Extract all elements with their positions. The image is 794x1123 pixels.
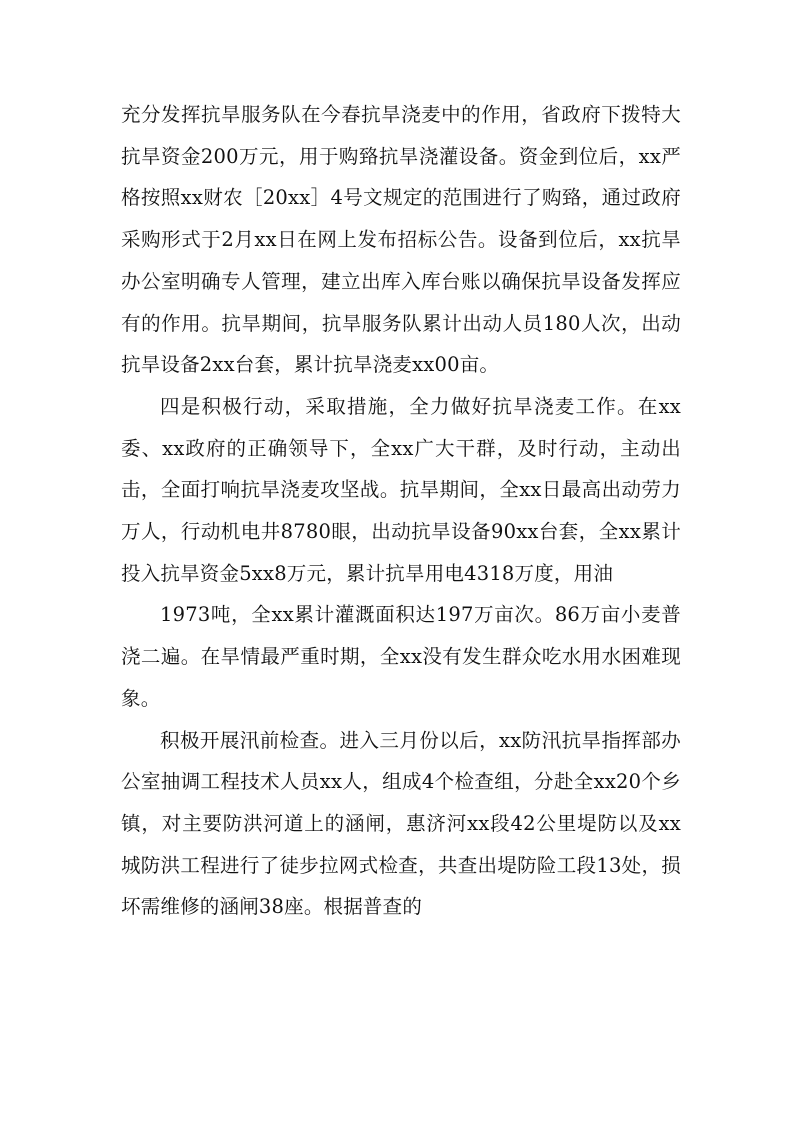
paragraph-4: 积极开展汛前检查。进入三月份以后，xx防汛抗旱指挥部办公室抽调工程技术人员xx人，组成4个检查组，分赴全xx20个乡镇，对主要防洪河道上的涵闸，惠济河xx段42公里堤防以及xx城防洪工程进行了徒步拉网式检查，共查出堤防险工段13处，损坏需维修的涵闸38座。根据普查的 xyxy=(121,728,681,919)
body-text xyxy=(121,94,681,928)
paragraph-2: 四是积极行动，采取措施，全力做好抗旱浇麦工作。在xx委、xx政府的正确领导下，全xx广大干群，及时行动，主动出击，全面打响抗旱浇麦攻坚战。抗旱期间，全xx日最高出动劳力万人，行动机电井8780眼，出动抗旱设备90xx台套，全xx累计投入抗旱资金5xx8万元，累计抗旱用电4318万度，用油 xyxy=(121,394,681,585)
paragraph-3: 1973吨，全xx累计灌溉面积达197万亩次。86万亩小麦普浇二遍。在旱情最严重时期，全xx没有发生群众吃水用水困难现象。 xyxy=(121,603,681,710)
paragraph-1: 充分发挥抗旱服务队在今春抗旱浇麦中的作用，省政府下拨特大抗旱资金200万元，用于购臵抗旱浇灌设备。资金到位后，xx严格按照xx财农［20xx］4号文规定的范围进行了购臵，通过政府采购形式于2月xx日在网上发布招标公告。设备到位后，xx抗旱办公室明确专人管理，建立出库入库台账以确保抗旱设备发挥应有的作用。抗旱期间，抗旱服务队累计出动人员180人次，出动抗旱设备2xx台套，累计抗旱浇麦xx00亩。 xyxy=(121,103,681,377)
